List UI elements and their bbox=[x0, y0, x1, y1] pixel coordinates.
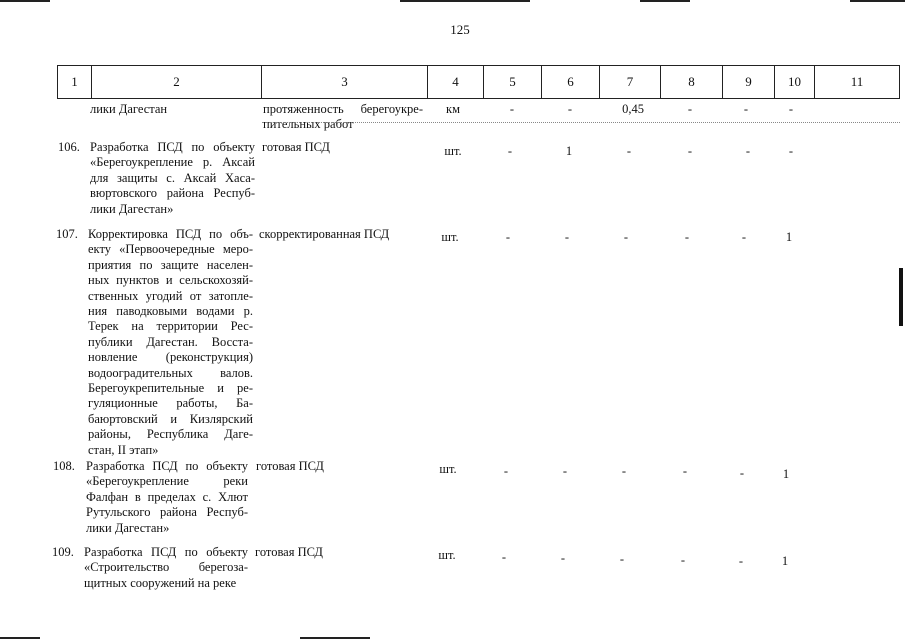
row-106-col5: - bbox=[507, 144, 513, 158]
row-107-col7: - bbox=[623, 230, 629, 244]
row-106-col10: - bbox=[788, 144, 794, 158]
row-108-number: 108. bbox=[53, 459, 75, 473]
cont-row-indicator: протяженность берегоукре-пительных работ bbox=[263, 102, 423, 132]
bottom-edge-line-left bbox=[0, 637, 40, 639]
cont-row-desc: лики Дагестан bbox=[90, 102, 168, 116]
header-col-11: 11 bbox=[814, 66, 899, 98]
row-107-number: 107. bbox=[56, 227, 78, 241]
row-108-col9: - bbox=[739, 466, 745, 480]
top-edge-line-center bbox=[400, 0, 530, 2]
bottom-edge-line-center bbox=[300, 637, 370, 639]
row-106-description: Разработка ПСД по объекту «Берегоукрепление р. Аксай для защиты с. Аксай Хаса-вюртовского района Респуб-лики Дагестан» bbox=[90, 140, 255, 216]
row-109-number: 109. bbox=[52, 545, 74, 559]
header-col-5: 5 bbox=[483, 66, 541, 98]
row-108-col6: - bbox=[562, 464, 568, 478]
row-106-indicator: готовая ПСД bbox=[262, 140, 330, 154]
row-107-indicator: скорректированная ПСД bbox=[259, 227, 390, 241]
cont-row-col5: - bbox=[509, 102, 515, 116]
row-106-col8: - bbox=[687, 144, 693, 158]
row-divider bbox=[262, 122, 900, 123]
row-108-col8: - bbox=[682, 464, 688, 478]
header-col-7: 7 bbox=[599, 66, 660, 98]
cont-row-col7: 0,45 bbox=[622, 102, 644, 116]
header-col-6: 6 bbox=[541, 66, 599, 98]
header-col-3: 3 bbox=[261, 66, 427, 98]
header-col-2: 2 bbox=[91, 66, 261, 98]
row-108-col5: - bbox=[503, 464, 509, 478]
row-108-indicator: готовая ПСД bbox=[256, 459, 324, 473]
row-107-col9: - bbox=[741, 230, 747, 244]
cont-row-col8: - bbox=[687, 102, 693, 116]
scan-edge-mark bbox=[899, 268, 903, 326]
row-107-col6: - bbox=[564, 230, 570, 244]
row-106-col6: 1 bbox=[565, 144, 573, 158]
header-col-10: 10 bbox=[774, 66, 814, 98]
row-108-unit: шт. bbox=[439, 462, 457, 476]
row-107-col10: 1 bbox=[785, 230, 793, 244]
row-107-col8: - bbox=[684, 230, 690, 244]
row-108-col7: - bbox=[621, 464, 627, 478]
row-109-col7: - bbox=[619, 552, 625, 566]
row-107-col5: - bbox=[505, 230, 511, 244]
row-109-col9: - bbox=[738, 554, 744, 568]
row-108-description: Разработка ПСД по объекту «Берегоукрепление реки Фалфан в пределах с. Хлют Рутульского района Респуб-лики Дагестан» bbox=[86, 459, 248, 535]
row-109-description: Разработка ПСД по объекту «Строительство берегоза-щитных сооружений на реке bbox=[84, 545, 248, 590]
top-edge-line-left bbox=[0, 0, 50, 2]
row-109-indicator: готовая ПСД bbox=[255, 545, 323, 559]
page-number: 125 bbox=[450, 22, 470, 37]
row-109-col6: - bbox=[560, 551, 566, 565]
row-107-description: Корректировка ПСД по объ-екту «Первоочередные меро-приятия по защите населен-ных пунктов и сельскохозяй-ственных угодий от затопле-ния паводковыми водами р. Терек на территории Рес-публики Дагестан. Восста-новление (реконструкция) водооградительных валов. Берегоукрепительные и ре-гуляционные работы, Ба-баюртовский и Кизлярский районы, Республика Даге-стан, II этап» bbox=[88, 227, 253, 457]
header-col-1: 1 bbox=[71, 74, 78, 89]
cont-row-col6: - bbox=[567, 102, 573, 116]
row-109-col5: - bbox=[501, 550, 507, 564]
cont-row-col10: - bbox=[788, 102, 794, 116]
top-edge-line-right bbox=[640, 0, 690, 2]
row-107-unit: шт. bbox=[441, 230, 459, 244]
header-col-9: 9 bbox=[722, 66, 774, 98]
cont-row-col9: - bbox=[743, 102, 749, 116]
row-109-unit: шт. bbox=[438, 548, 456, 562]
row-106-col9: - bbox=[745, 144, 751, 158]
table-header bbox=[57, 65, 900, 99]
row-108-col10: 1 bbox=[782, 467, 790, 481]
row-106-unit: шт. bbox=[444, 144, 462, 158]
header-col-8: 8 bbox=[660, 66, 722, 98]
row-109-col8: - bbox=[680, 553, 686, 567]
header-col-4: 4 bbox=[427, 66, 483, 98]
row-106-number: 106. bbox=[58, 140, 80, 154]
row-106-col7: - bbox=[626, 144, 632, 158]
top-edge-line-far-right bbox=[850, 0, 905, 2]
row-109-col10: 1 bbox=[781, 554, 789, 568]
cont-row-unit: км bbox=[446, 102, 460, 116]
